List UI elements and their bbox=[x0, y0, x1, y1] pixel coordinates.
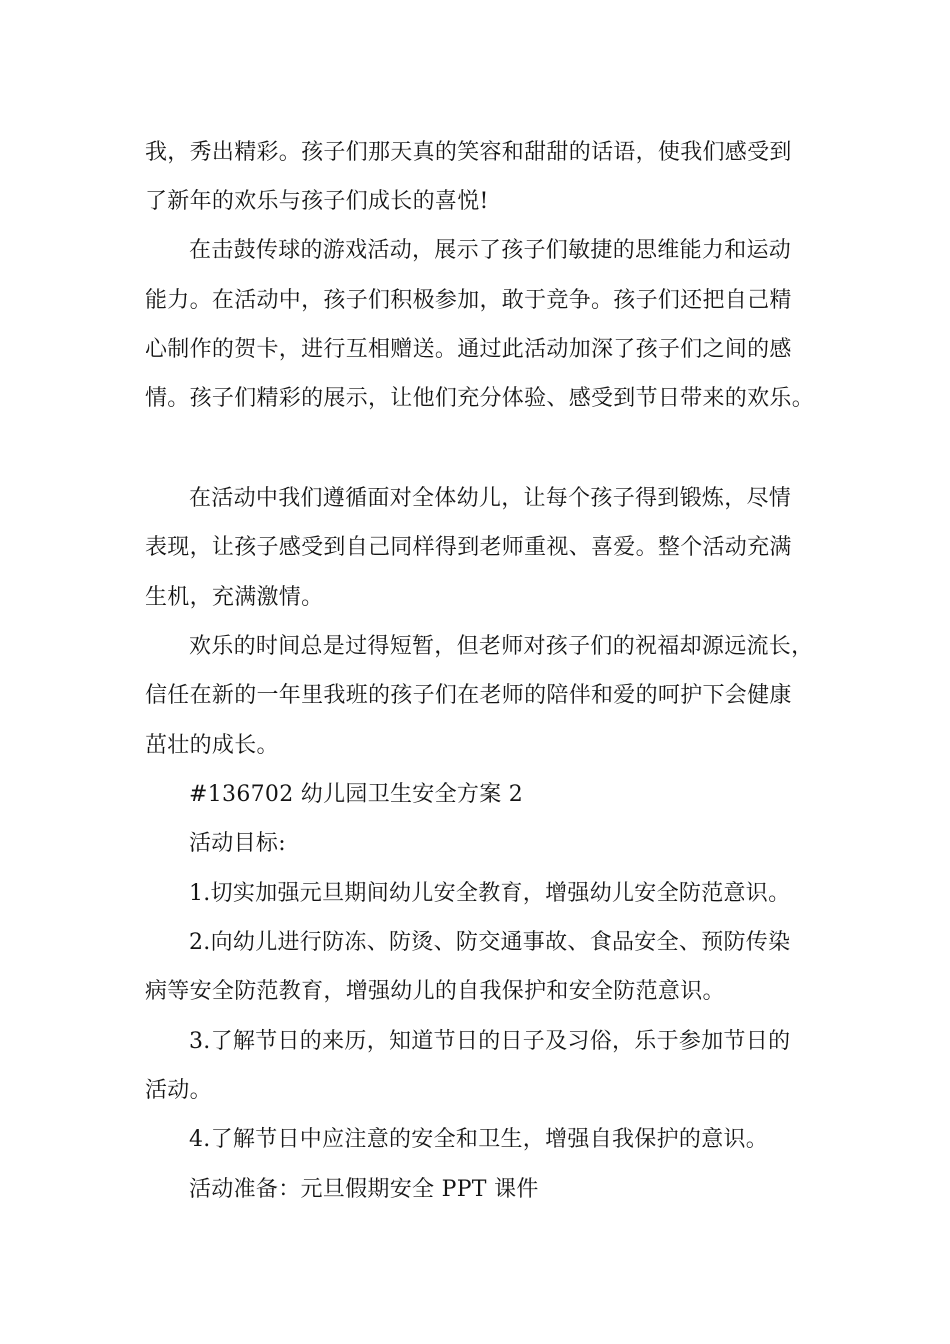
text-line: 生机，充满激情。 bbox=[145, 585, 324, 610]
text-line: 了新年的欢乐与孩子们成长的喜悦! bbox=[145, 189, 489, 214]
text-line: 信任在新的一年里我班的孩子们在老师的陪伴和爱的呵护下会健康 bbox=[145, 683, 792, 708]
text-line: 活动。 bbox=[145, 1078, 212, 1103]
text-line: 活动准备：元旦假期安全 PPT 课件 bbox=[189, 1177, 539, 1202]
text-line: 情。孩子们精彩的展示，让他们充分体验、感受到节日带来的欢乐。 bbox=[145, 386, 815, 411]
list-item: 1.切实加强元旦期间幼儿安全教育，增强幼儿安全防范意识。 bbox=[189, 881, 791, 906]
list-item: 3.了解节日的来历，知道节日的日子及习俗，乐于参加节日的 bbox=[189, 1029, 791, 1054]
text-line: 能力。在活动中，孩子们积极参加，敢于竞争。孩子们还把自己精 bbox=[145, 288, 792, 313]
text-line: 活动目标: bbox=[189, 831, 286, 856]
text-line: 我，秀出精彩。孩子们那天真的笑容和甜甜的话语，使我们感受到 bbox=[145, 140, 792, 165]
text-line: 心制作的贺卡，进行互相赠送。通过此活动加深了孩子们之间的感 bbox=[145, 337, 792, 362]
text-line: 在击鼓传球的游戏活动，展示了孩子们敏捷的思维能力和运动 bbox=[189, 238, 792, 263]
list-item: 2.向幼儿进行防冻、防烫、防交通事故、食品安全、预防传染 bbox=[189, 930, 791, 955]
text-line: 病等安全防范教育，增强幼儿的自我保护和安全防范意识。 bbox=[145, 979, 725, 1004]
text-line: 茁壮的成长。 bbox=[145, 733, 279, 758]
list-item: 4.了解节日中应注意的安全和卫生，增强自我保护的意识。 bbox=[189, 1127, 769, 1152]
section-heading: #136702 幼儿园卫生安全方案 2 bbox=[189, 782, 524, 807]
text-line: 在活动中我们遵循面对全体幼儿，让每个孩子得到锻炼，尽情 bbox=[189, 486, 792, 511]
text-line: 表现，让孩子感受到自己同样得到老师重视、喜爱。整个活动充满 bbox=[145, 535, 792, 560]
text-line: 欢乐的时间总是过得短暂，但老师对孩子们的祝福却源远流长， bbox=[189, 634, 814, 659]
